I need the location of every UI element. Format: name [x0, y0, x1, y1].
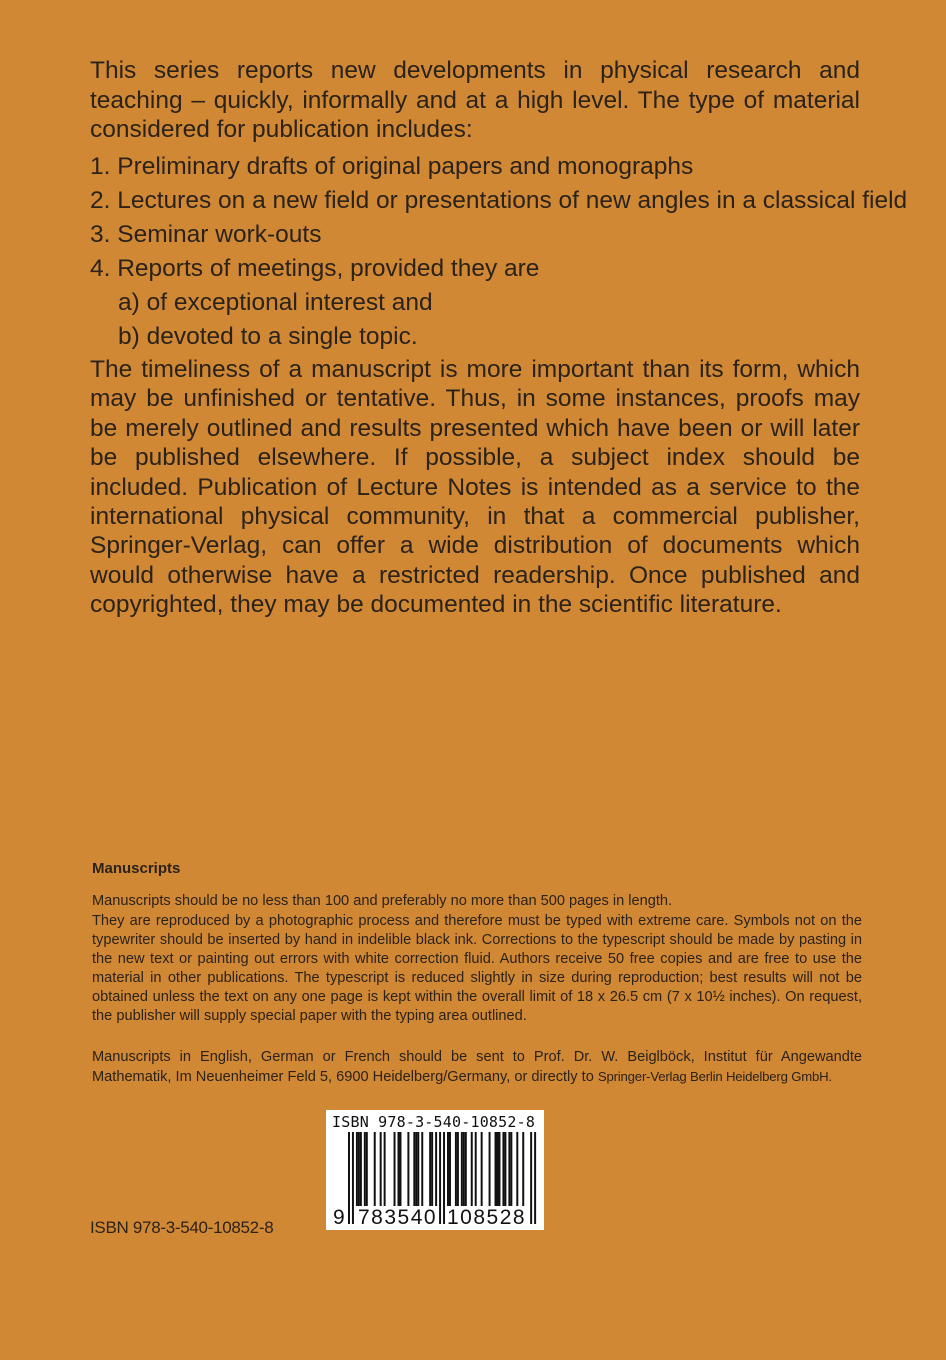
barcode-bar [435, 1132, 437, 1206]
barcode-bar [449, 1132, 451, 1206]
barcode-bar [516, 1132, 518, 1206]
barcode-lead-digit: 9 [333, 1206, 345, 1229]
barcode-bar [431, 1132, 433, 1206]
barcode-bar [407, 1132, 409, 1206]
barcode-bar [465, 1132, 467, 1206]
barcode-guard-bar [352, 1132, 354, 1224]
barcode-bar [360, 1132, 362, 1206]
list-item: 1. Preliminary drafts of original papers and monographs [90, 153, 694, 180]
barcode-bar [481, 1132, 483, 1206]
manuscripts-submission-paragraph [92, 1048, 862, 1087]
list-item: 3. Seminar work-outs [90, 221, 322, 248]
barcode-bar [522, 1132, 524, 1206]
barcode-guard-bar [439, 1132, 441, 1224]
barcode-bar [495, 1132, 497, 1206]
barcode-bar [455, 1132, 457, 1206]
barcode-isbn-text: ISBN 978-3-540-10852-8 [332, 1113, 536, 1131]
barcode-bar [415, 1132, 417, 1206]
barcode-bar [364, 1132, 366, 1206]
list-item: 2. Lectures on a new field or presentations of new angles in a classical field [90, 187, 908, 214]
manuscripts-heading: Manuscripts [92, 860, 181, 877]
manuscripts-typing-paragraph: They are reproduced by a photographic process and therefore must be typed with extreme care. Symbols not on the typewriter should be inserted by hand in indelible black ink. Corrections to the typescript should be made by pasting in the new text or painting out errors with white correction fluid. Authors receive 50 free copies and are free to use the material in other publications. The typescript is reduced slightly in size during reproduction; best results will not be obtained unless the text on any one page is kept within the overall limit of 18 x 26.5 cm (7 x 10½ inches). On request, the publisher will supply special paper with the typing area outlined. [92, 913, 862, 1024]
timeliness-paragraph: The timeliness of a manuscript is more important than its form, which may be unfinished or tentative. Thus, in some instances, proofs may be merely outlined and results presented which have been or will later be published elsewhere. If possible, a subject index should be included. Publication of Lecture Notes is intended as a service to the international physical community, in that a commercial publisher, Springer-Verlag, can offer a wide distribution of documents which would otherwise have a restricted readership. Once published and copyrighted, they may be documented in the scientific literature. [90, 356, 860, 619]
manuscripts-length-paragraph: Manuscripts should be no less than 100 and preferably no more than 500 pages in length. [92, 893, 673, 909]
barcode-guard-bar [534, 1132, 536, 1224]
barcode-bar [394, 1132, 396, 1206]
barcode-guard-bar [530, 1132, 532, 1224]
list-subitem: b) devoted to a single topic. [118, 323, 418, 350]
barcode-bar [356, 1132, 358, 1206]
barcode-bar [508, 1132, 510, 1206]
list-item: 4. Reports of meetings, provided they are [90, 255, 540, 282]
barcode-bar [399, 1132, 401, 1206]
barcode-bar [463, 1132, 465, 1206]
barcode-bar [497, 1132, 499, 1206]
barcode-bar [421, 1132, 423, 1206]
barcode-bar [398, 1132, 400, 1206]
isbn-label: ISBN 978-3-540-10852-8 [90, 1218, 274, 1237]
submission-text: Manuscripts in English, German or French should be sent to Prof. Dr. W. Beiglböck, Institut für Angewandte Mathematik, Im Neuenheimer Feld 5, 6900 Heidelberg/Germany, or directly to [92, 1049, 862, 1085]
publisher-name: Springer-Verlag Berlin Heidelberg GmbH. [597, 1069, 832, 1084]
barcode-guard-bar [348, 1132, 350, 1224]
barcode-bar [366, 1132, 368, 1206]
barcode-bar [471, 1132, 473, 1206]
barcode-guard-bar [443, 1132, 445, 1224]
list-subitem: a) of exceptional interest and [118, 289, 433, 316]
barcode-bar [429, 1132, 431, 1206]
barcode-bar [510, 1132, 512, 1206]
isbn-barcode [326, 1110, 544, 1230]
barcode-bar [358, 1132, 360, 1206]
barcode-bar [504, 1132, 506, 1206]
barcode-left-digits: 783540 [358, 1206, 438, 1229]
barcode-bar [475, 1132, 477, 1206]
barcode-bar [417, 1132, 419, 1206]
barcode-bar [498, 1132, 500, 1206]
barcode-bar [461, 1132, 463, 1206]
series-description: This series reports new developments in physical research and teaching – quickly, informally and at a high level. The type of material considered for publication includes: [90, 57, 860, 143]
barcode-bar [384, 1132, 386, 1206]
barcode-bar [380, 1132, 382, 1206]
barcode-bar [489, 1132, 491, 1206]
material-types-list [90, 150, 908, 354]
barcode-bar [502, 1132, 504, 1206]
barcode-bar [447, 1132, 449, 1206]
barcode-bar [374, 1132, 376, 1206]
barcode-bar [413, 1132, 415, 1206]
barcode-bar [457, 1132, 459, 1206]
barcode-right-digits: 108528 [447, 1206, 527, 1229]
